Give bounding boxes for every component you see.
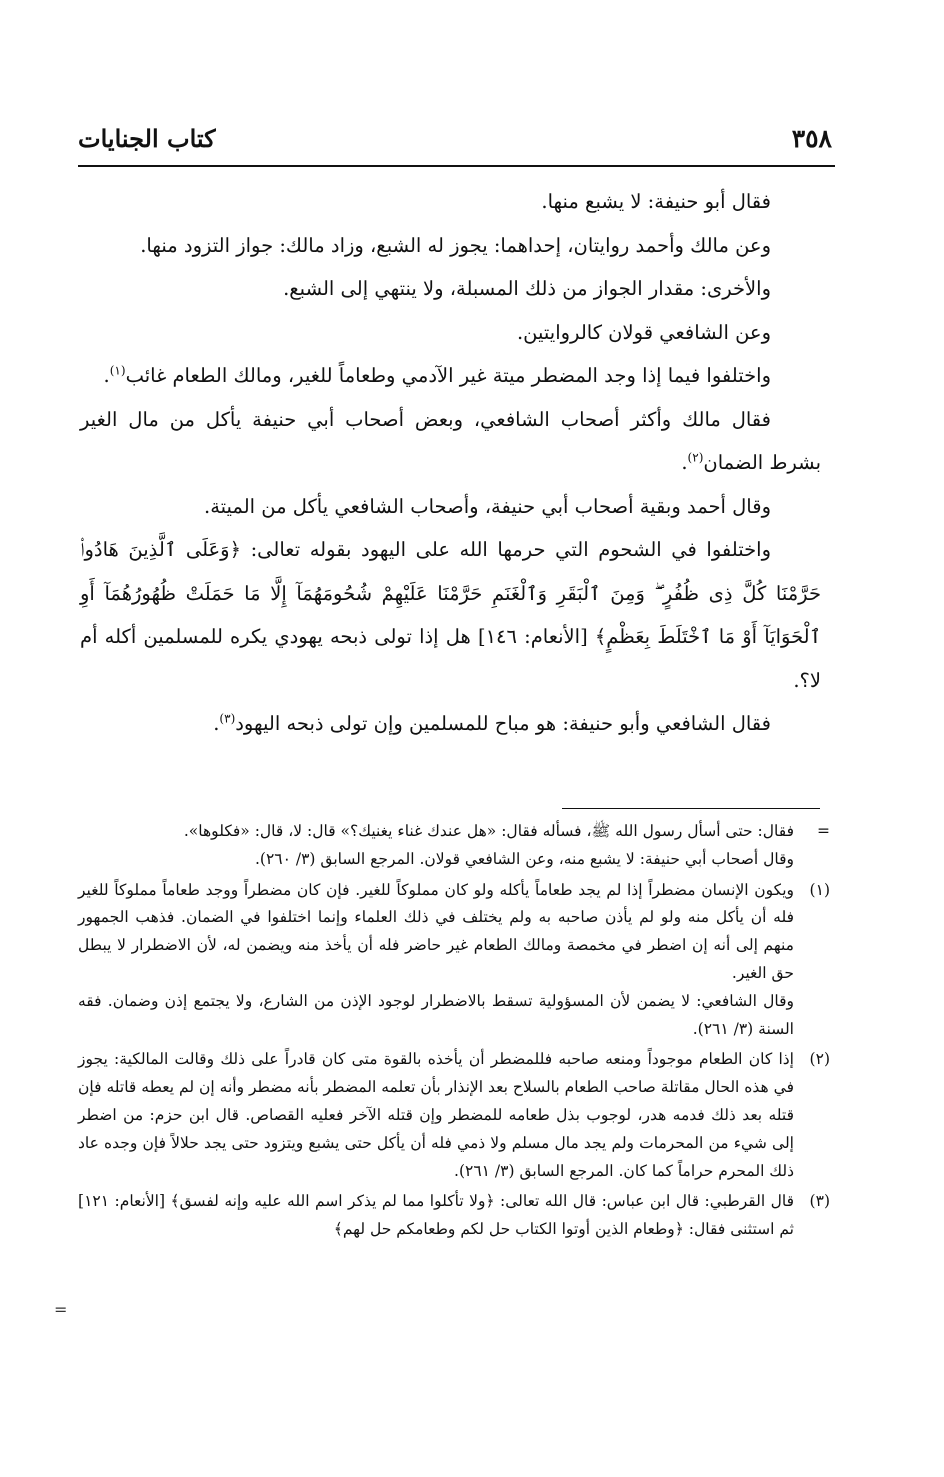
paragraph-text: فقال مالك وأكثر أصحاب الشافعي، وبعض أصحاب أبي حنيفة يأكل من مال الغير بشرط الضمان (80, 407, 821, 474)
footnote-text: قال القرطبي: قال ابن عباس: قال الله تعالى: ﴿ولا تأكلوا مما لم يذكر اسم الله عليه وإنه لفسق﴾ [الأنعام: ١٢١] ثم استثنى فقال: ﴿وطعام الذين أوتوا الكتاب حل لكم وطعامكم حل لهم﴾ (78, 1192, 794, 1239)
paragraph-text: واختلفوا في الشحوم التي حرمها الله على اليهود بقوله تعالى: (250, 538, 772, 561)
paragraph: فقال أبو حنيفة: لا يشبع منها. (541, 190, 771, 213)
footnote-line: فقال: حتى أسأل رسول الله ﷺ، فسأله فقال: «هل عندك غناء يغنيك؟» قال: لا، قال: «فكلوها». (183, 822, 794, 840)
paragraph-end: . (103, 364, 110, 387)
footnote-continued (78, 818, 836, 874)
footnote-1 (78, 877, 836, 1044)
paragraph-end: . (213, 712, 220, 735)
footnotes (78, 818, 836, 1247)
footnote-text: إذا كان الطعام موجوداً ومنعه صاحبه فللمضطر أن يأخذه بالقوة متى كان قادراً على ذلك وقالت المالكية: يجوز في هذه الحال مقاتلة صاحب الطعام بالسلاح بعد الإنذار بأن تعلمه المضطر بأنه مضطر وأنه إن لم يعطه قاتله فإن قتله بعد ذلك فدمه هدر، لوجوب بذل طعامه للمضطر وإن قتله الآخر فعليه القصاص. قال ابن حزم: من اضطر إلى شيء من المحرمات ولم يجد مال مسلم ولا ذمي فله أن يأكل حتى يشبع ويتزود حتى يجد حلالاً فإن وجده عاد ذلك المحرم حراماً كما كان. المرجع السابق (٣/ ٢٦١). (78, 1050, 794, 1180)
paragraph-text: فقال الشافعي وأبو حنيفة: هو مباح للمسلمين وإن تولى ذبحه اليهود (235, 712, 771, 735)
paragraph (80, 702, 821, 746)
footnote-marker: = (817, 822, 830, 840)
footnote-line: وقال أصحاب أبي حنيفة: لا يشبع منه، وعن الشافعي قولان. المرجع السابق (٣/ ٢٦٠). (254, 849, 794, 868)
paragraph (80, 398, 821, 485)
footnote-text: ويكون الإنسان مضطراً إذا لم يجد طعاماً يأكله ولو كان مملوكاً للغير. فإن كان مضطراً ووجد طعاماً مملوكاً للغير فله أن يأكل منه ولو لم يأذن صاحبه به ولم يختلف في ذلك العلماء وإنما اختلفوا في الضمان. فذهب الجمهور منهم إلى أنه إن اضطر في مخمصة ومالك الطعام غير حاضر فله أن يأخذ منه ويضمن له، لأن الاضطرار لا يبطل حق الغير. (78, 880, 794, 982)
footnote-ref: (٣) (219, 711, 236, 726)
main-text (80, 180, 821, 746)
footnote-marker: (١) (809, 880, 830, 899)
footnote-text: وقال الشافعي: لا يضمن لأن المسؤولية تسقط بالاضطرار لوجود الإذن من الشارع، ولا يجتمع إذن وضمان. فقه السنة (٣/ ٢٦١). (78, 991, 794, 1038)
running-title: كتاب الجنايات (78, 124, 216, 153)
paragraph-text: واختلفوا فيما إذا وجد المضطر ميتة غير الآدمي وطعاماً للغير، ومالك الطعام غائب (125, 364, 771, 387)
page-header (78, 124, 832, 160)
footnote-separator (562, 808, 820, 809)
footnote-marker: (٢) (809, 1050, 830, 1069)
footnote-3 (78, 1188, 836, 1244)
paragraph (80, 354, 821, 398)
page-number: ٣٥٨ (791, 124, 832, 153)
quran-verse: ﴿وَعَلَى ٱلَّذِينَ هَادُوا۟ حَرَّمْنَا كُلَّ ذِى ظُفُرٍ ۖ وَمِنَ ٱلْبَقَرِ وَٱلْغَنَمِ حَرَّمْنَا عَلَيْهِمْ شُحُومَهُمَآ إِلَّا مَا حَمَلَتْ ظُهُورُهُمَآ أَوِ ٱلْحَوَايَآ أَوْ مَا ٱخْتَلَطَ بِعَظْمٍ﴾ (80, 538, 822, 648)
footnote-2 (78, 1046, 836, 1185)
header-rule (78, 165, 835, 167)
paragraph-text: هل إذا تولى ذبحه يهودي يكره للمسلمين أكله أم لا؟. (80, 625, 821, 692)
footnote-ref: (٢) (687, 450, 704, 465)
paragraph (80, 528, 821, 702)
footnote-marker: (٣) (809, 1192, 830, 1211)
paragraph: وعن مالك وأحمد روايتان، إحداهما: يجوز له الشبع، وزاد مالك: جواز التزود منها. (140, 233, 771, 257)
footnote-ref: (١) (109, 363, 126, 378)
paragraph-end: . (681, 451, 688, 474)
paragraph: والأخرى: مقدار الجواز من ذلك المسبلة، ولا ينتهي إلى الشبع. (283, 277, 771, 300)
paragraph: وعن الشافعي قولان كالروايتين. (516, 320, 771, 344)
paragraph: وقال أحمد وبقية أصحاب أبي حنيفة، وأصحاب الشافعي يأكل من الميتة. (204, 494, 771, 518)
continuation-mark: = (54, 1300, 68, 1319)
verse-citation: [الأنعام: ١٤٦] (477, 625, 588, 648)
